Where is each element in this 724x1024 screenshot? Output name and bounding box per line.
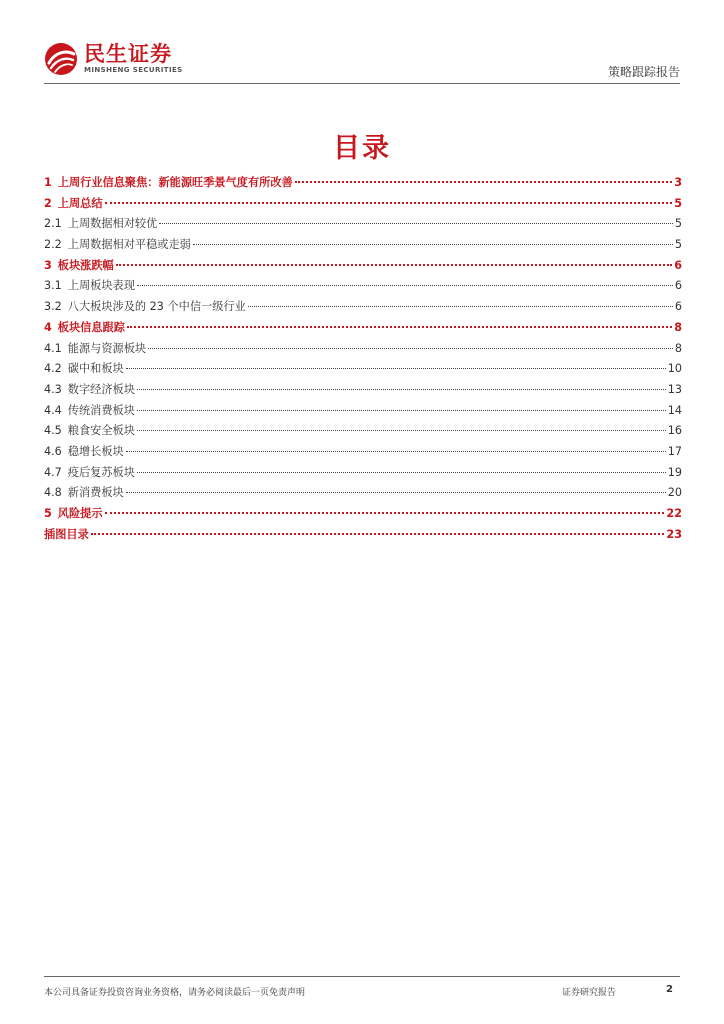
- toc-entry-number: 5: [44, 507, 52, 520]
- toc-entry-page: 6: [674, 300, 682, 314]
- toc-dot-leader: [137, 429, 666, 431]
- toc-entry-page: 23: [666, 527, 682, 541]
- toc-entry-label: [44, 276, 135, 297]
- toc-dot-leader: [116, 263, 672, 266]
- toc-dot-leader: [126, 367, 666, 369]
- toc-entry-label: [44, 235, 191, 256]
- toc-entry-number: 4.8: [44, 486, 62, 500]
- toc-entry-title: 疫后复苏板块: [67, 465, 135, 479]
- toc-entry[interactable]: [44, 276, 682, 297]
- toc-entry-number: 3.1: [44, 279, 62, 293]
- toc-entry[interactable]: [44, 463, 682, 484]
- logo-chinese-name: 民生证券: [84, 42, 172, 66]
- toc-entry-title: 新消费板块: [67, 486, 124, 500]
- toc-entry-page: 5: [674, 238, 682, 252]
- footer-doc-type: 证券研究报告: [562, 988, 617, 998]
- toc-entry-page: 20: [667, 486, 682, 500]
- toc-dot-leader: [137, 409, 666, 411]
- toc-entry-page: 5: [674, 217, 682, 231]
- toc-entry-page: 17: [667, 444, 682, 458]
- toc-entry-label: [44, 504, 103, 525]
- toc-entry[interactable]: [44, 194, 682, 215]
- toc-entry-number: 2: [44, 196, 52, 210]
- toc-entry-number: 4.6: [44, 444, 62, 458]
- toc-entry-number: 3: [44, 258, 52, 272]
- toc-entry-title: 上周行业信息聚焦：新能源旺季景气度有所改善: [57, 176, 293, 189]
- toc-entry-label: [44, 214, 157, 235]
- toc-entry-label: [44, 173, 293, 194]
- minsheng-logo-icon: [44, 42, 78, 76]
- footer-disclaimer: 本公司具备证券投资咨询业务资格，请务必阅读最后一页免责声明: [44, 988, 306, 998]
- toc-entry-label: [44, 483, 124, 504]
- toc-entry-number: 1: [44, 176, 52, 189]
- footer-page-number: 2: [666, 984, 673, 995]
- toc-entry-label: [44, 359, 124, 380]
- toc-entry[interactable]: [44, 504, 682, 525]
- toc-dot-leader: [126, 450, 666, 452]
- toc-entry-title: 上周总结: [57, 196, 103, 210]
- toc-entry-title: 粮食安全板块: [67, 424, 135, 438]
- toc-entry-title: 插图目录: [44, 527, 89, 541]
- toc-entry[interactable]: [44, 318, 682, 339]
- toc-entry[interactable]: [44, 173, 682, 194]
- table-of-contents: [44, 173, 682, 545]
- toc-dot-leader: [159, 222, 673, 224]
- toc-dot-leader: [105, 201, 673, 204]
- toc-entry-page: 6: [674, 279, 682, 293]
- toc-entry-label: [44, 380, 135, 401]
- toc-entry-page: 22: [666, 507, 682, 520]
- toc-entry-label: [44, 401, 135, 422]
- toc-entry[interactable]: [44, 483, 682, 504]
- page-header: [44, 38, 680, 84]
- toc-entry-page: 13: [667, 382, 682, 396]
- toc-entry[interactable]: [44, 525, 682, 546]
- toc-dot-leader: [148, 347, 673, 349]
- toc-entry[interactable]: [44, 256, 682, 277]
- toc-entry-page: 8: [674, 320, 682, 334]
- toc-entry[interactable]: [44, 380, 682, 401]
- toc-entry-number: 4.1: [44, 341, 62, 355]
- toc-entry-title: 碳中和板块: [67, 362, 124, 376]
- toc-entry-title: 传统消费板块: [67, 403, 135, 417]
- toc-entry-title: 数字经济板块: [67, 382, 135, 396]
- toc-title: 目录: [333, 133, 391, 164]
- toc-entry-number: 2.1: [44, 217, 62, 231]
- toc-entry-page: 3: [674, 176, 682, 189]
- toc-entry-number: 2.2: [44, 238, 62, 252]
- toc-entry-page: 10: [667, 362, 682, 376]
- toc-entry[interactable]: [44, 359, 682, 380]
- toc-dot-leader: [91, 532, 665, 535]
- footer-divider: [44, 976, 680, 977]
- toc-entry-title: 板块涨跌幅: [57, 258, 114, 272]
- toc-entry-number: 4.3: [44, 382, 62, 396]
- toc-dot-leader: [295, 180, 672, 183]
- toc-entry-label: [44, 463, 135, 484]
- toc-entry-label: [44, 442, 124, 463]
- toc-dot-leader: [137, 284, 673, 286]
- toc-entry-title: 八大板块涉及的 23 个中信一级行业: [67, 300, 246, 314]
- toc-entry-page: 16: [667, 424, 682, 438]
- toc-dot-leader: [126, 491, 666, 493]
- toc-entry-page: 14: [667, 403, 682, 417]
- toc-entry-label: [44, 421, 135, 442]
- toc-entry[interactable]: [44, 339, 682, 360]
- toc-entry[interactable]: [44, 442, 682, 463]
- toc-entry[interactable]: [44, 235, 682, 256]
- toc-entry-title: 板块信息跟踪: [57, 320, 125, 334]
- toc-entry-number: 4.5: [44, 424, 62, 438]
- toc-entry[interactable]: [44, 214, 682, 235]
- toc-dot-leader: [137, 471, 666, 473]
- toc-entry-label: [44, 194, 103, 215]
- toc-entry[interactable]: [44, 297, 682, 318]
- toc-dot-leader: [127, 325, 672, 328]
- toc-dot-leader: [105, 511, 665, 514]
- toc-dot-leader: [248, 305, 673, 307]
- report-type-label: 策略跟踪报告: [607, 65, 680, 79]
- toc-entry-label: [44, 318, 125, 339]
- toc-entry-page: 6: [674, 258, 682, 272]
- toc-entry-label: [44, 525, 89, 546]
- header-divider: [44, 83, 680, 84]
- toc-entry-title: 上周板块表现: [67, 279, 135, 293]
- toc-entry-number: 4: [44, 320, 52, 334]
- toc-entry[interactable]: [44, 401, 682, 422]
- toc-dot-leader: [193, 243, 673, 245]
- toc-entry[interactable]: [44, 421, 682, 442]
- toc-entry-page: 8: [674, 341, 682, 355]
- toc-entry-label: [44, 339, 146, 360]
- toc-entry-number: 4.7: [44, 465, 62, 479]
- toc-entry-number: 4.2: [44, 362, 62, 376]
- toc-entry-title: 风险提示: [57, 507, 103, 520]
- logo-english-name: MINSHENG SECURITIES: [84, 66, 183, 74]
- toc-entry-number: 3.2: [44, 300, 62, 314]
- toc-entry-label: [44, 297, 246, 318]
- toc-entry-title: 能源与资源板块: [67, 341, 147, 355]
- toc-entry-page: 19: [667, 465, 682, 479]
- toc-entry-title: 上周数据相对平稳或走弱: [67, 238, 191, 252]
- toc-entry-number: 4.4: [44, 403, 62, 417]
- toc-entry-title: 上周数据相对较优: [67, 217, 158, 231]
- company-logo: [44, 42, 183, 76]
- toc-entry-page: 5: [674, 196, 682, 210]
- toc-entry-title: 稳增长板块: [67, 444, 124, 458]
- toc-dot-leader: [137, 388, 666, 390]
- toc-entry-label: [44, 256, 114, 277]
